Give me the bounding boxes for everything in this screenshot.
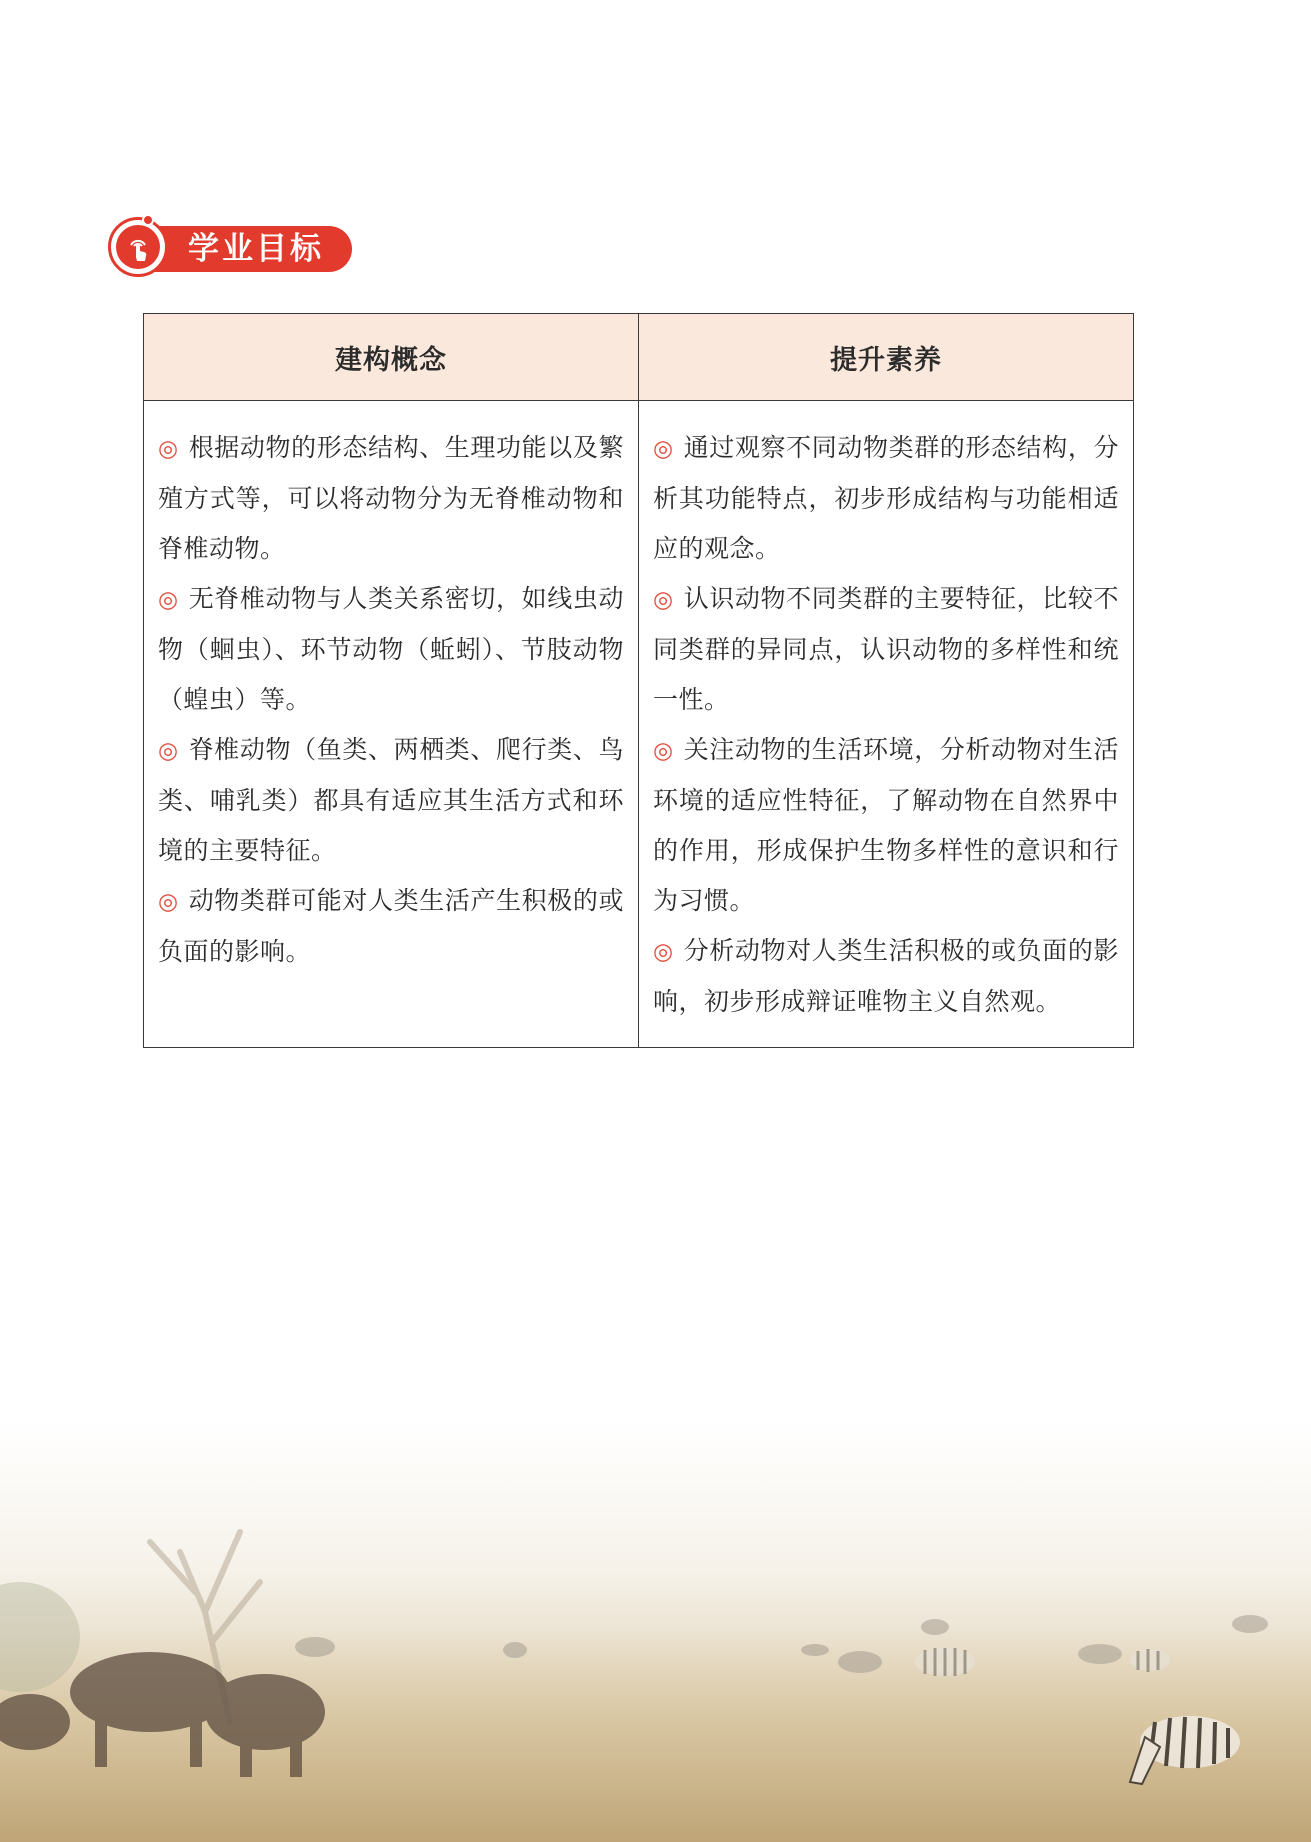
column-heading-literacy: 提升素养 [639,314,1134,401]
bullet-circle-icon: ◎ [158,587,179,613]
concept-item-text: 动物类群可能对人类生活产生积极的或负面的影响。 [158,886,624,966]
literacy-item-text: 关注动物的生活环境，分析动物对生活环境的适应性特征，了解动物在自然界中的作用，形成保护生物多样性的意识和行为习惯。 [653,735,1119,915]
concept-item-text: 脊椎动物（鱼类、两栖类、爬行类、鸟类、哺乳类）都具有适应其生活方式和环境的主要特征。 [158,735,624,865]
bullet-circle-icon: ◎ [158,738,179,764]
savanna-background-image [0,1422,1311,1842]
concept-item [158,876,624,977]
table-header-row [144,314,1134,401]
concept-item [158,574,624,725]
literacy-cell [639,401,1134,1048]
tap-finger-icon [122,231,154,263]
bullet-circle-icon: ◎ [653,738,674,764]
bullet-circle-icon: ◎ [158,436,179,462]
concept-item-text: 无脊椎动物与人类关系密切，如线虫动物（蛔虫）、环节动物（蚯蚓）、节肢动物（蝗虫）等。 [158,584,624,714]
concept-item [158,423,624,574]
concepts-cell [144,401,639,1048]
column-heading-concepts: 建构概念 [144,314,639,401]
literacy-item [653,574,1119,725]
literacy-item-text: 通过观察不同动物类群的形态结构，分析其功能特点，初步形成结构与功能相适应的观念。 [653,433,1119,563]
bullet-circle-icon: ◎ [653,436,674,462]
concept-item-text: 根据动物的形态结构、生理功能以及繁殖方式等，可以将动物分为无脊椎动物和脊椎动物。 [158,433,624,563]
section-badge [108,214,356,280]
literacy-item-text: 分析动物对人类生活积极的或负面的影响，初步形成辩证唯物主义自然观。 [653,936,1119,1016]
table-body-row [144,401,1134,1048]
section-title: 学业目标 [188,231,324,267]
literacy-item [653,926,1119,1027]
bullet-circle-icon: ◎ [653,939,674,965]
learning-goals-table [143,313,1134,1048]
concept-item [158,725,624,876]
literacy-item [653,725,1119,926]
badge-dot [142,214,154,226]
bullet-circle-icon: ◎ [653,587,674,613]
literacy-item [653,423,1119,574]
bullet-circle-icon: ◎ [158,889,179,915]
literacy-item-text: 认识动物不同类群的主要特征，比较不同类群的异同点，认识动物的多样性和统一性。 [653,584,1119,714]
